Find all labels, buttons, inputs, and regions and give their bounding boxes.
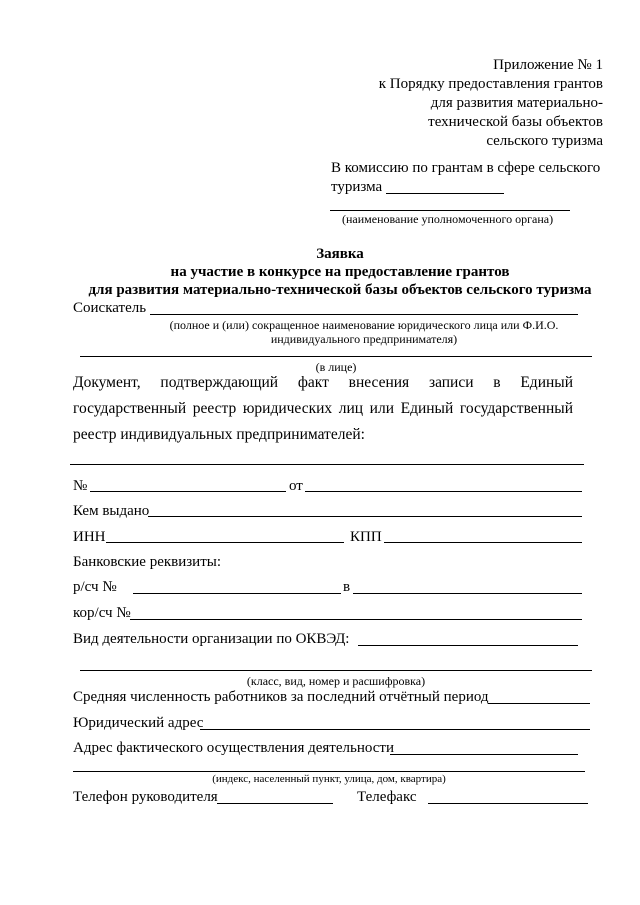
registry-document-field[interactable]	[70, 464, 584, 465]
title-line: для развития материально-технической базы объектов сельского туризма	[88, 282, 592, 298]
corr-account-label: кор/сч №	[73, 605, 131, 621]
okved-label: Вид деятельности организации по ОКВЭД:	[73, 631, 350, 647]
bank-details-label: Банковские реквизиты:	[73, 554, 222, 570]
okved-field-2[interactable]	[80, 670, 592, 671]
issued-by-field[interactable]	[148, 516, 582, 517]
bank-in-label: в	[343, 579, 351, 595]
inn-field[interactable]	[106, 542, 344, 543]
appendix-line: для развития материально-	[430, 95, 603, 111]
okved-field[interactable]	[358, 645, 578, 646]
document-number-field[interactable]	[90, 491, 286, 492]
corr-account-field[interactable]	[130, 619, 582, 620]
number-label: №	[73, 478, 88, 494]
addressee-line: туризма	[331, 179, 383, 195]
fax-field[interactable]	[428, 803, 588, 804]
appendix-line: Приложение № 1	[493, 57, 603, 73]
legal-address-label: Юридический адрес	[73, 715, 204, 731]
actual-address-field-2[interactable]	[73, 771, 585, 772]
appendix-line: к Порядку предоставления грантов	[378, 76, 603, 92]
document-date-field[interactable]	[305, 491, 582, 492]
account-field[interactable]	[133, 593, 341, 594]
title-line: на участие в конкурсе на предоставление грантов	[170, 264, 510, 280]
representative-caption: (в лице)	[315, 360, 357, 374]
authority-name-field[interactable]	[386, 193, 504, 194]
applicant-label: Соискатель	[73, 300, 147, 316]
applicant-field[interactable]	[150, 314, 578, 315]
address-caption: (индекс, населенный пункт, улица, дом, квартира)	[212, 773, 446, 785]
actual-address-label: Адрес фактического осуществления деятельности	[73, 740, 394, 756]
okved-caption: (класс, вид, номер и расшифровка)	[246, 674, 426, 688]
appendix-line: технической базы объектов	[428, 114, 603, 130]
phone-label: Телефон руководителя	[73, 789, 218, 805]
applicant-caption: (полное и (или) сокращенное наименование юридического лица или Ф.И.О.	[169, 318, 559, 332]
title-line: Заявка	[316, 246, 364, 262]
employees-label: Средняя численность работников за последний отчётный период	[73, 689, 489, 705]
applicant-caption: индивидуального предпринимателя)	[270, 332, 458, 346]
bank-name-field[interactable]	[353, 593, 582, 594]
date-from-label: от	[289, 478, 303, 494]
inn-label: ИНН	[73, 529, 106, 545]
issued-by-label: Кем выдано	[73, 503, 150, 519]
authority-name-field-2[interactable]	[330, 210, 570, 211]
fax-label: Телефакс	[357, 789, 417, 805]
addressee-caption: (наименование уполномоченного органа)	[342, 212, 554, 226]
legal-address-field[interactable]	[200, 729, 590, 730]
account-label: р/сч №	[73, 579, 117, 595]
kpp-label: КПП	[350, 529, 382, 545]
phone-field[interactable]	[217, 803, 333, 804]
addressee-line: В комиссию по грантам в сфере сельского	[331, 160, 601, 176]
representative-field[interactable]	[80, 356, 592, 357]
actual-address-field[interactable]	[390, 754, 578, 755]
kpp-field[interactable]	[384, 542, 582, 543]
registry-document-text: Документ, подтверждающий факт внесения записи в Единый государственный реестр юридических лиц или Единый государственный реестр индивидуальных предпринимателей:	[73, 374, 573, 443]
appendix-line: сельского туризма	[486, 133, 603, 149]
employees-field[interactable]	[488, 703, 590, 704]
